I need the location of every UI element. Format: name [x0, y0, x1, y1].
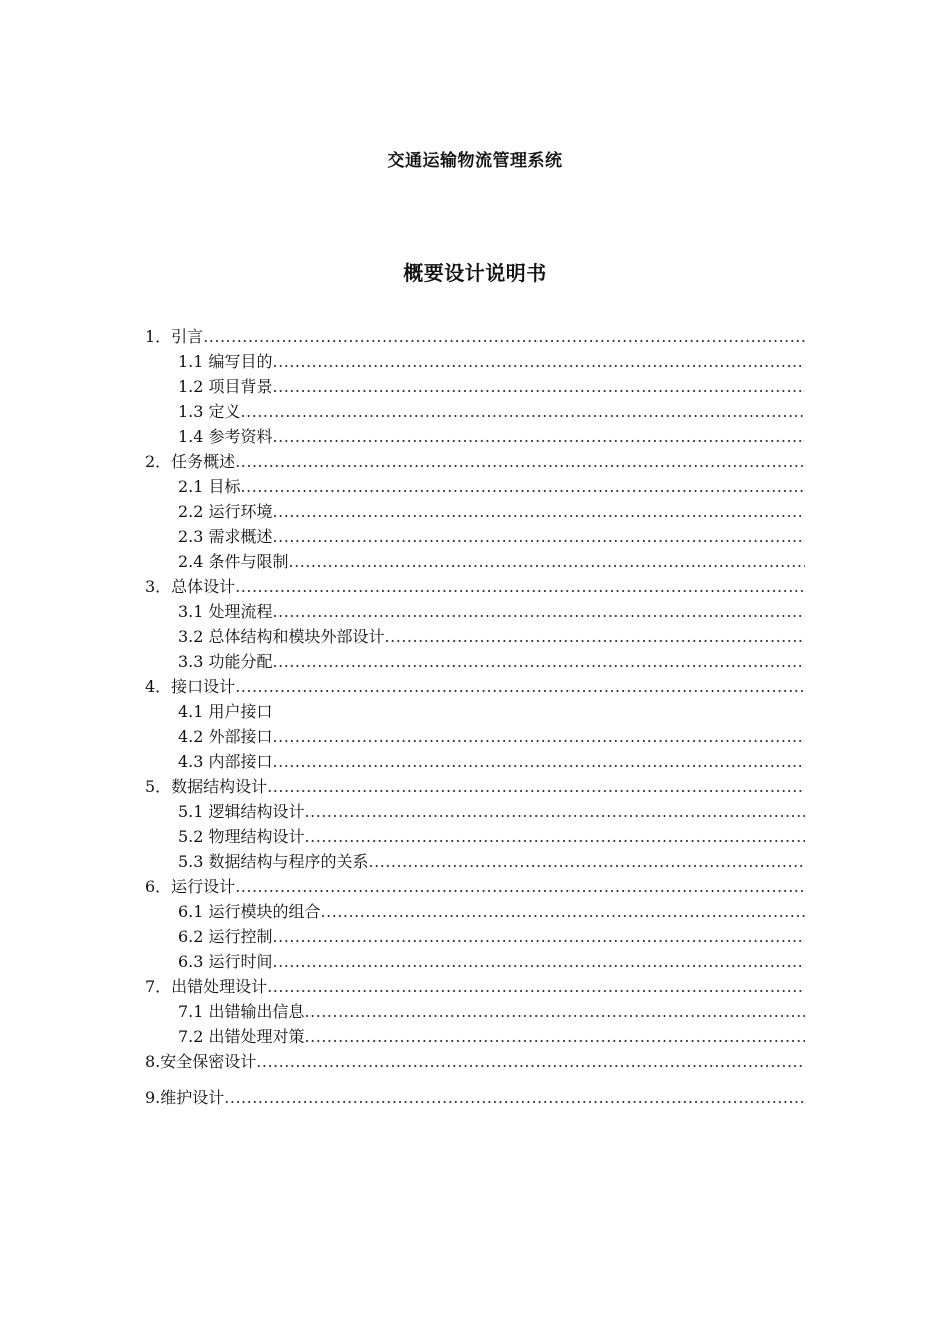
toc-dot-leader — [369, 849, 805, 874]
toc-dot-leader — [305, 799, 805, 824]
toc-entry-label: 3.2 总体结构和模块外部设计 — [178, 627, 385, 646]
toc-entry[interactable] — [145, 774, 805, 799]
toc-dot-leader — [235, 674, 805, 699]
toc-entry[interactable] — [145, 499, 805, 524]
toc-dot-leader — [273, 349, 805, 374]
toc-entry[interactable] — [145, 699, 805, 724]
toc-entry-label: 7.1 出错输出信息 — [178, 1002, 305, 1021]
toc-dot-leader — [273, 374, 805, 399]
toc-dot-leader — [305, 999, 805, 1024]
toc-entry-label: 1.2 项目背景 — [178, 377, 273, 396]
toc-entry[interactable] — [145, 874, 805, 899]
toc-entry-label: 3．总体设计 — [145, 577, 236, 596]
toc-entry-label: 6.3 运行时间 — [178, 952, 273, 971]
toc-dot-leader — [321, 899, 805, 924]
toc-dot-leader — [273, 649, 805, 674]
toc-dot-leader — [241, 399, 805, 424]
toc-entry-label: 1.3 定义 — [178, 402, 241, 421]
toc-entry-label: 2.3 需求概述 — [178, 527, 273, 546]
toc-entry-label: 3.3 功能分配 — [178, 652, 273, 671]
toc-dot-leader — [267, 974, 805, 999]
toc-dot-leader — [235, 874, 805, 899]
toc-entry[interactable] — [145, 749, 805, 774]
toc-entry-label: 5.1 逻辑结构设计 — [178, 802, 305, 821]
toc-dot-leader — [235, 449, 805, 474]
toc-entry-label: 5.3 数据结构与程序的关系 — [178, 852, 369, 871]
toc-entry[interactable] — [145, 974, 805, 999]
toc-dot-leader — [256, 1049, 805, 1074]
table-of-contents — [145, 324, 805, 1110]
document-title: 概要设计说明书 — [403, 261, 547, 285]
toc-entry-label: 2.4 条件与限制 — [178, 552, 289, 571]
toc-dot-leader — [241, 474, 805, 499]
toc-entry-label: 8.安全保密设计 — [145, 1052, 257, 1071]
toc-entry-label: 1．引言 — [145, 327, 204, 346]
toc-entry-label: 5．数据结构设计 — [145, 777, 268, 796]
toc-entry[interactable] — [145, 574, 805, 599]
toc-dot-leader — [235, 574, 805, 599]
toc-entry-label: 7.2 出错处理对策 — [178, 1027, 305, 1046]
toc-entry-label: 1.1 编写目的 — [178, 352, 273, 371]
toc-entry-label: 7．出错处理设计 — [145, 977, 268, 996]
toc-dot-leader — [273, 949, 805, 974]
toc-dot-leader — [305, 824, 805, 849]
toc-entry[interactable] — [145, 324, 805, 349]
toc-dot-leader — [267, 774, 805, 799]
toc-entry-label: 4.1 用户接口 — [178, 702, 273, 721]
toc-entry[interactable] — [145, 1024, 805, 1049]
toc-entry-label: 4.3 内部接口 — [178, 752, 273, 771]
toc-entry-label: 4.2 外部接口 — [178, 727, 273, 746]
toc-entry-label: 2．任务概述 — [145, 452, 236, 471]
toc-entry[interactable] — [145, 599, 805, 624]
toc-entry-label: 3.1 处理流程 — [178, 602, 273, 621]
toc-entry-label: 6.1 运行模块的组合 — [178, 902, 321, 921]
toc-entry[interactable] — [145, 549, 805, 574]
toc-dot-leader — [273, 749, 805, 774]
toc-dot-leader — [273, 599, 805, 624]
toc-entry[interactable] — [145, 349, 805, 374]
toc-entry[interactable] — [145, 624, 805, 649]
toc-entry-label: 6．运行设计 — [145, 877, 236, 896]
toc-dot-leader — [289, 549, 805, 574]
toc-entry-label: 6.2 运行控制 — [178, 927, 273, 946]
toc-entry[interactable] — [145, 799, 805, 824]
toc-dot-leader — [385, 624, 805, 649]
toc-entry[interactable] — [145, 399, 805, 424]
toc-dot-leader — [273, 924, 805, 949]
toc-entry[interactable] — [145, 649, 805, 674]
toc-entry[interactable] — [145, 924, 805, 949]
toc-entry[interactable] — [145, 449, 805, 474]
toc-entry-label: 2.1 目标 — [178, 477, 241, 496]
toc-dot-leader — [224, 1085, 805, 1110]
toc-dot-leader — [273, 724, 805, 749]
toc-entry[interactable] — [145, 849, 805, 874]
toc-entry[interactable] — [145, 474, 805, 499]
toc-entry[interactable] — [145, 1085, 805, 1110]
toc-entry[interactable] — [145, 949, 805, 974]
toc-entry[interactable] — [145, 424, 805, 449]
toc-entry[interactable] — [145, 374, 805, 399]
toc-entry-label: 5.2 物理结构设计 — [178, 827, 305, 846]
toc-entry[interactable] — [145, 724, 805, 749]
toc-entry[interactable] — [145, 824, 805, 849]
toc-entry-label: 2.2 运行环境 — [178, 502, 273, 521]
toc-entry-label: 9.维护设计 — [145, 1088, 225, 1107]
toc-entry-label: 1.4 参考资料 — [178, 427, 273, 446]
toc-dot-leader — [273, 499, 805, 524]
toc-dot-leader — [305, 1024, 805, 1049]
toc-entry[interactable] — [145, 674, 805, 699]
toc-dot-leader — [203, 324, 805, 349]
toc-entry[interactable] — [145, 1049, 805, 1074]
toc-dot-leader — [273, 424, 805, 449]
toc-entry[interactable] — [145, 524, 805, 549]
toc-dot-leader — [273, 524, 805, 549]
toc-entry-label: 4．接口设计 — [145, 677, 236, 696]
toc-entry[interactable] — [145, 999, 805, 1024]
system-title: 交通运输物流管理系统 — [387, 151, 563, 171]
toc-entry[interactable] — [145, 899, 805, 924]
